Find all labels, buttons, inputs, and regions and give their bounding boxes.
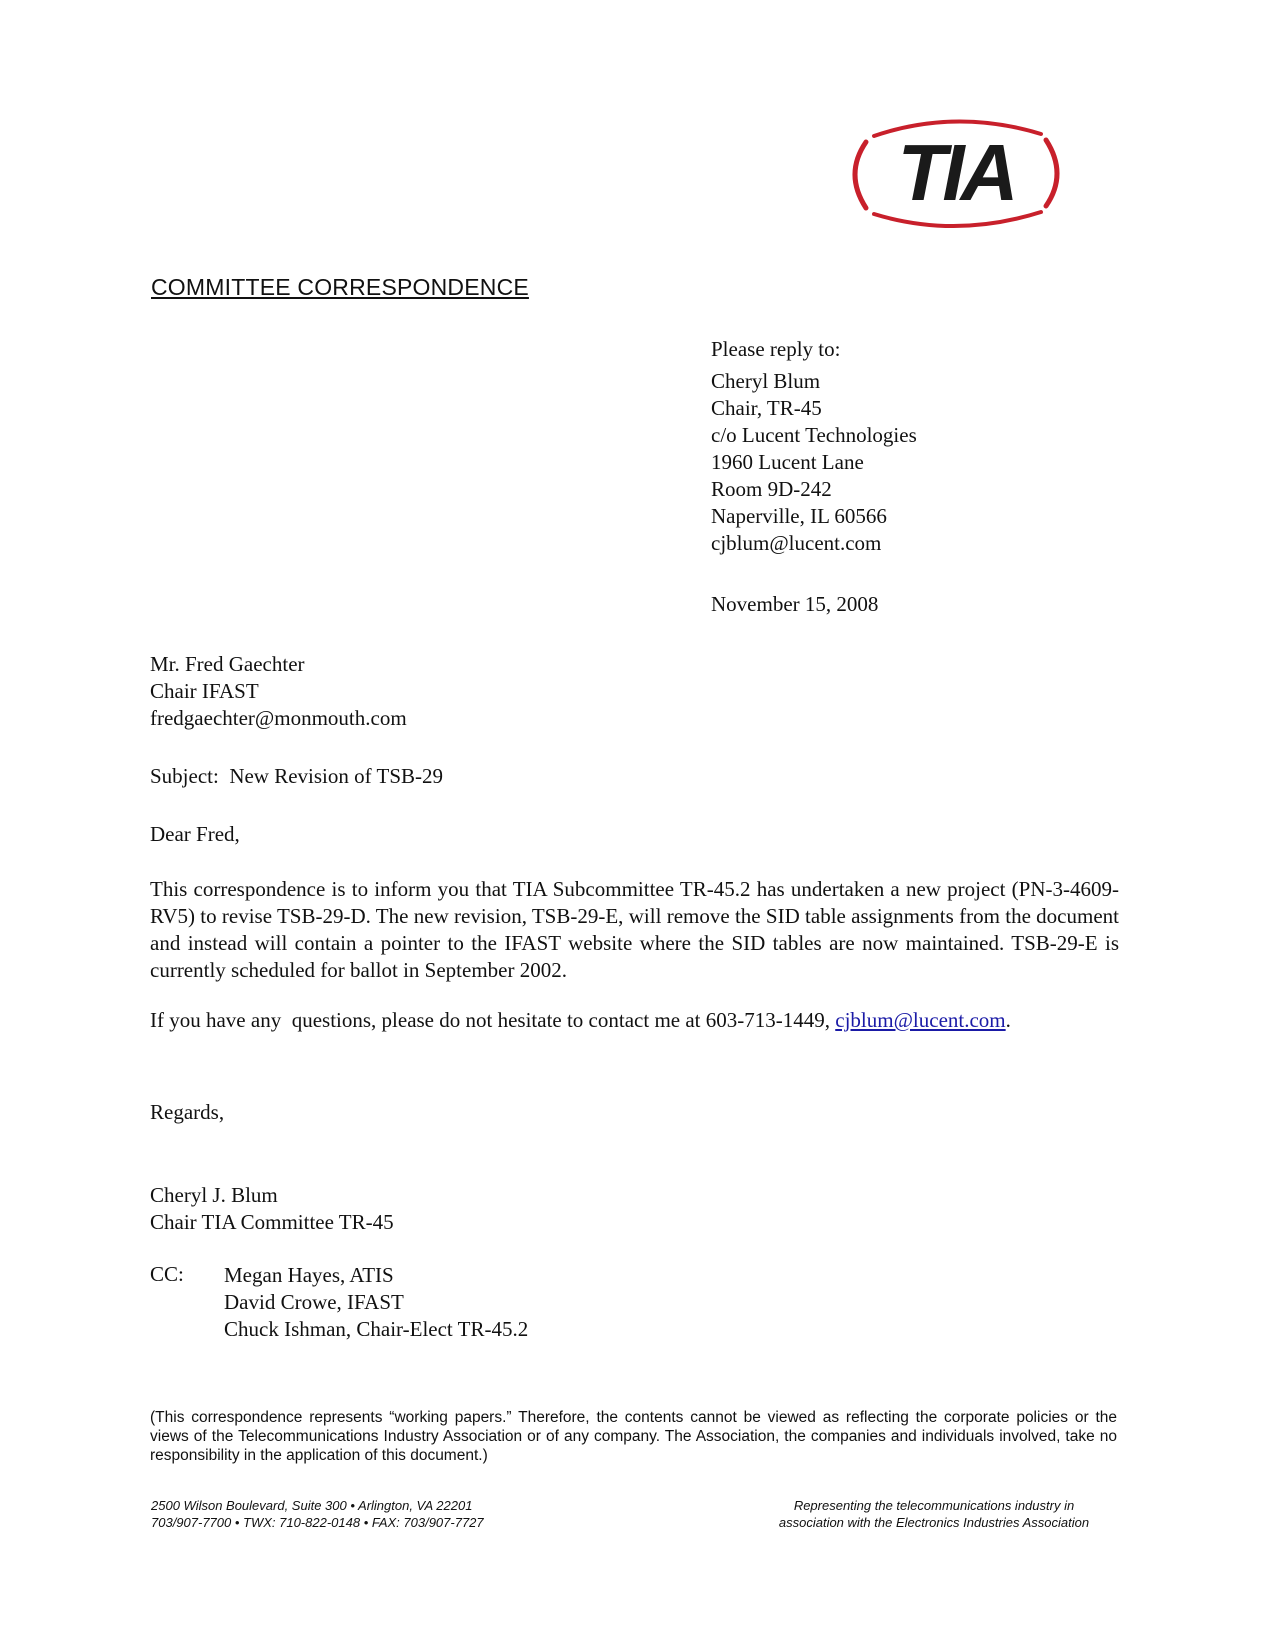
cc-name: Megan Hayes, ATIS — [224, 1263, 394, 1287]
body-paragraph: This correspondence is to inform you that TIA Subcommittee TR-45.2 has undertaken a new project (PN-3-4609-RV5) to revise TSB-29-D. The new revision, TSB-29-E, will remove the SID table assignments from the document and instead will contain a pointer to the IFAST website where the SID tables are now maintained. TSB-29-E is currently scheduled for ballot in September 2002. — [150, 877, 1119, 982]
contact-suffix: . — [1005, 1008, 1011, 1032]
contact-paragraph — [150, 1008, 1011, 1033]
reply-name: Cheryl Blum — [711, 369, 821, 393]
reply-to-block — [711, 336, 917, 557]
reply-room: Room 9D-242 — [711, 477, 832, 501]
recipient-name: Mr. Fred Gaechter — [150, 652, 305, 676]
footer-address — [151, 1497, 484, 1531]
reply-email: cjblum@lucent.com — [711, 531, 882, 555]
signature-name: Cheryl J. Blum — [150, 1183, 278, 1207]
cc-name: Chuck Ishman, Chair-Elect TR-45.2 — [224, 1317, 529, 1341]
document-heading: COMMITTEE CORRESPONDENCE — [151, 274, 529, 300]
disclaimer: (This correspondence represents “working papers.” Therefore, the contents cannot be viewed as reflecting the corporate policies or the views of the Telecommunications Industry Association or of any company. The Association, the companies and individuals involved, take no responsibility in the application of this document.) — [150, 1409, 1117, 1464]
recipient-email: fredgaechter@monmouth.com — [150, 706, 407, 730]
tia-logo — [836, 114, 1076, 234]
tia-logo-lettering: TIA — [897, 128, 1015, 217]
contact-email-link[interactable]: cjblum@lucent.com — [835, 1008, 1006, 1032]
signature-block — [150, 1182, 394, 1236]
subject-line: Subject: New Revision of TSB-29 — [150, 764, 444, 788]
reply-city: Naperville, IL 60566 — [711, 504, 887, 528]
recipient-block — [150, 651, 407, 732]
footer-tagline — [748, 1497, 1120, 1531]
reply-company: c/o Lucent Technologies — [711, 423, 917, 447]
footer-tagline-line: association with the Electronics Industries Association — [778, 1515, 1090, 1530]
cc-label: CC: — [150, 1262, 184, 1286]
footer-address-line: 2500 Wilson Boulevard, Suite 300 • Arlington, VA 22201 — [151, 1498, 473, 1513]
reply-street: 1960 Lucent Lane — [711, 450, 864, 474]
contact-text: If you have any questions, please do not hesitate to contact me at 603-713-1449, — [150, 1008, 836, 1032]
footer-tagline-line: Representing the telecommunications industry in — [793, 1498, 1075, 1513]
recipient-title: Chair IFAST — [150, 679, 259, 703]
cc-list — [224, 1262, 528, 1343]
closing: Regards, — [150, 1100, 225, 1124]
reply-to-label: Please reply to: — [711, 337, 841, 361]
reply-title: Chair, TR-45 — [711, 396, 822, 420]
footer-phone-line: 703/907-7700 • TWX: 710-822-0148 • FAX: 703/907-7727 — [151, 1515, 484, 1530]
cc-name: David Crowe, IFAST — [224, 1290, 404, 1314]
signature-title: Chair TIA Committee TR-45 — [150, 1210, 394, 1234]
letter-date: November 15, 2008 — [711, 592, 879, 616]
greeting: Dear Fred, — [150, 822, 240, 846]
